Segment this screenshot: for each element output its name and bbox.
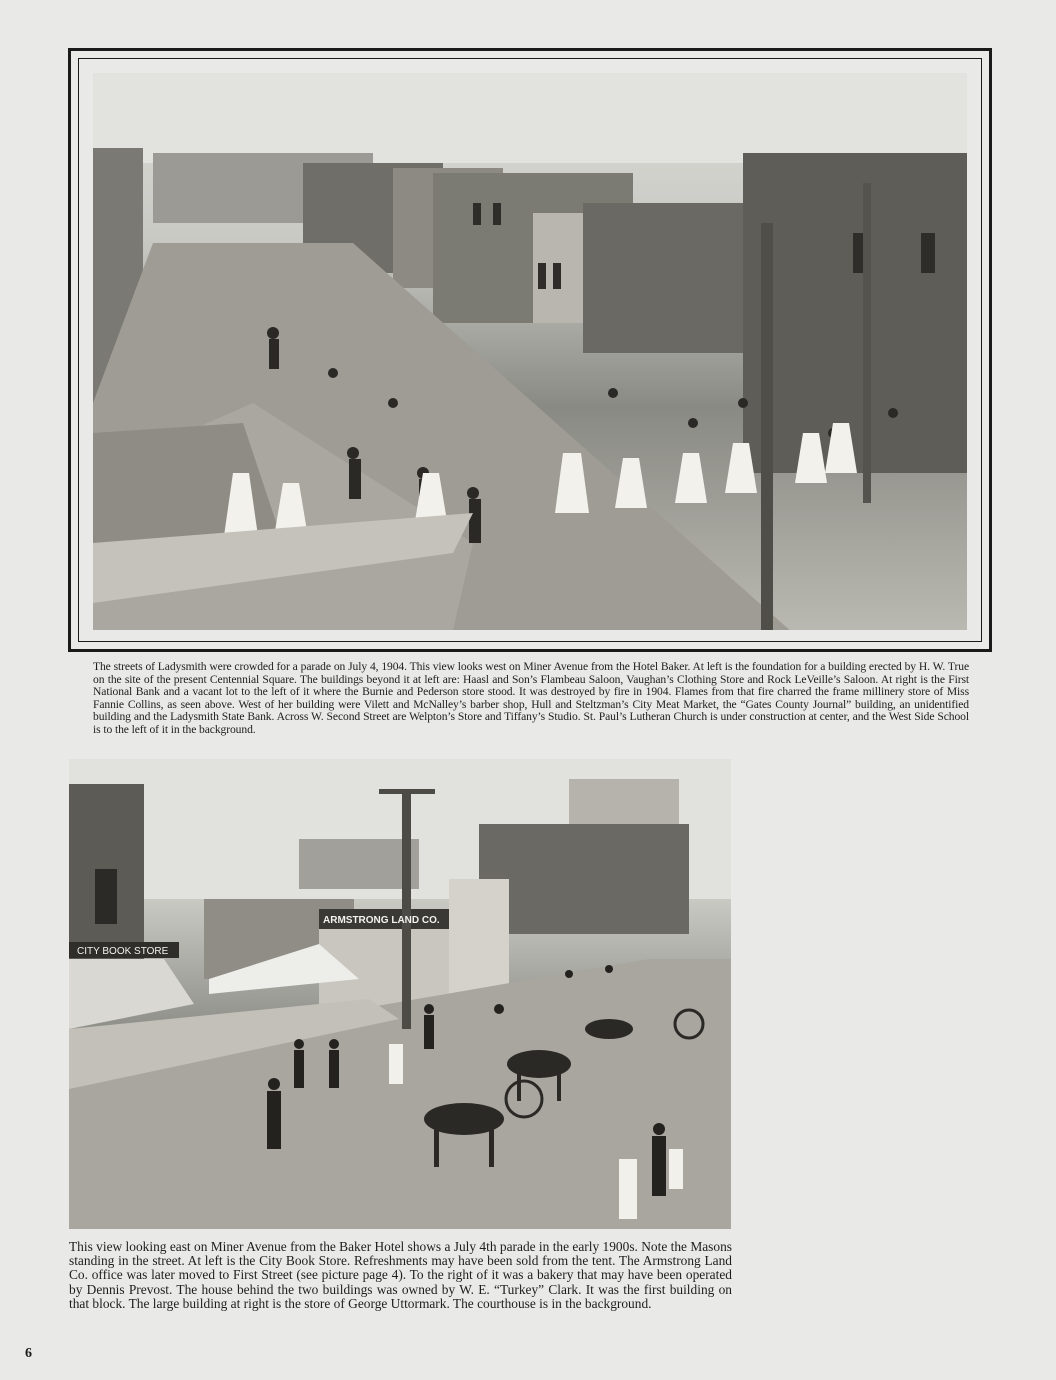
city-book-store-sign: CITY BOOK STORE	[77, 946, 169, 957]
parade-photo-east	[69, 759, 731, 1229]
parade-photo-1904-illustration	[93, 73, 967, 630]
parade-photo-east-illustration	[69, 759, 731, 1229]
photo-caption-bottom: This view looking east on Miner Avenue from the Baker Hotel shows a July 4th parade in the early 1900s. Note the Masons standing in the street. At left is the City Book Store. Refreshments may have been sold from the tent. The Armstrong Land Co. office was later moved to First Street (see picture page 4). To the right of it was a bakery that may have been operated by Dennis Prevost. The house behind the two buildings was owned by W. E. “Turkey” Clark. It was the first building on that block. The large building at right is the store of George Uttormark. The courthouse is in the background.	[69, 1239, 732, 1311]
armstrong-land-co-sign: ARMSTRONG LAND CO.	[323, 915, 440, 926]
page-number: 6	[25, 1346, 32, 1361]
parade-photo-1904	[93, 73, 967, 630]
photo-caption-top: The streets of Ladysmith were crowded for a parade on July 4, 1904. This view looks west on Miner Avenue from the Hotel Baker. At left is the foundation for a building erected by H. W. True on the site of the present Centennial Square. The buildings beyond it at left are: Haasl and Son’s Flambeau Saloon, Vaughan’s Clothing Store and Rock LeVeille’s Saloon. At right is the First National Bank and a vacant lot to the left of it where the Burnie and Pederson store stood. It was destroyed by fire in 1904. Flames from that fire charred the frame millinery store of Miss Fannie Collins, as seen above. West of her building were Vilett and McNalley’s barber shop, Hull and Steltzman’s City Meat Market, the “Gates County Journal” building, an unidentified building and the Ladysmith State Bank. Across W. Second Street are Welpton’s Store and Tiffany’s Studio. St. Paul’s Lutheran Church is under construction at center, and the West Side School is to the left of it in the background.	[93, 660, 969, 736]
